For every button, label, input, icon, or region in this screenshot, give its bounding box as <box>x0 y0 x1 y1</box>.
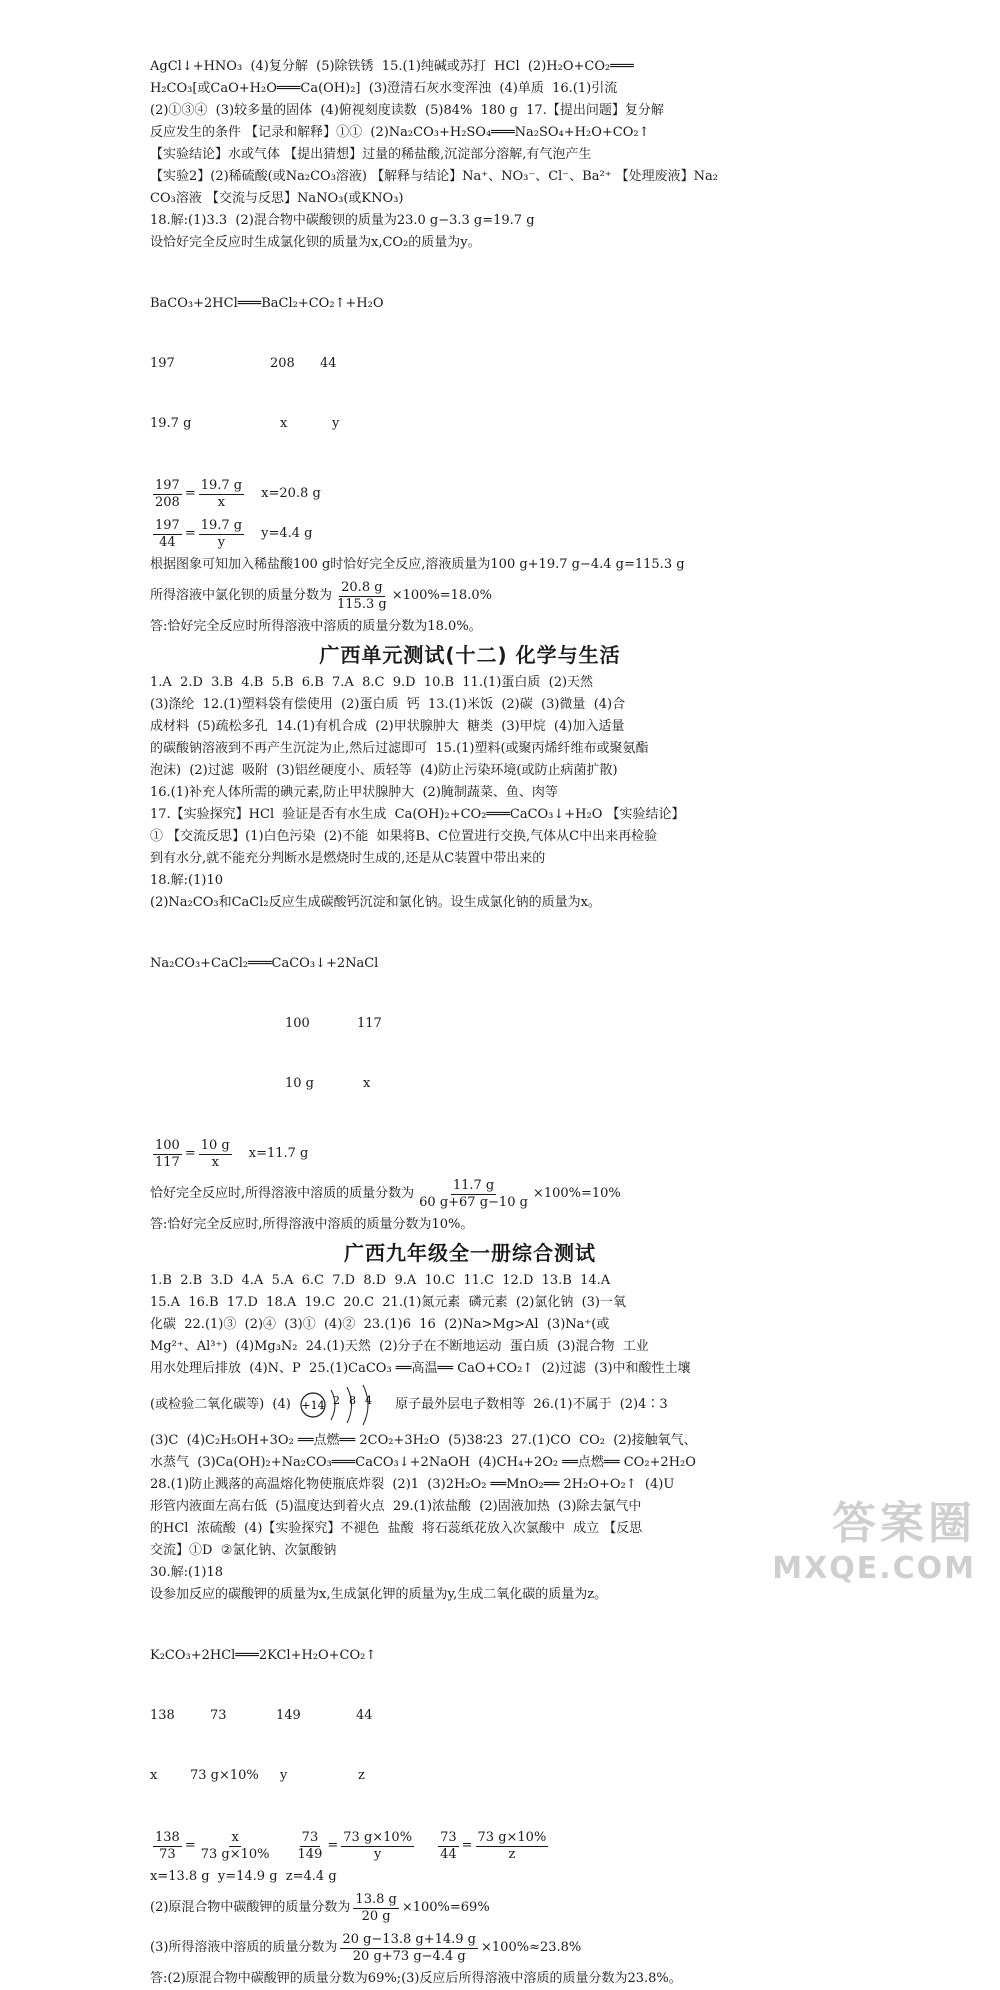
numerator: 73 g×10% <box>477 1829 547 1845</box>
numerator: 197 <box>155 517 180 533</box>
fraction-line <box>150 1888 790 1928</box>
denominator: 115.3 g <box>337 596 387 612</box>
text-line: 水蒸气 (3)Ca(OH)₂+Na₂CO₃═══CaCO₃↓+2NaOH (4)CH₄+2O₂ ══点燃══ CO₂+2H₂O <box>150 1455 696 1470</box>
denominator: 44 <box>440 1846 457 1862</box>
nucleus-label: +14 <box>301 1399 325 1412</box>
fraction <box>476 1830 549 1863</box>
numerator: 13.8 g <box>355 1891 397 1907</box>
text-line: 设恰好完全反应时生成氯化钡的质量为x,CO₂的质量为y。 <box>150 235 481 250</box>
numerator: 100 <box>155 1137 180 1153</box>
text-span: 所得溶液中氯化钡的质量分数为 <box>150 588 333 603</box>
calc-cell: 208 <box>270 356 295 371</box>
text-line: H₂CO₃[或CaO+H₂O═══Ca(OH)₂] (3)澄清石灰水变浑浊 (4)单质 16.(1)引流 <box>150 81 618 96</box>
numerator: 20 g−13.8 g+14.9 g <box>342 1931 477 1947</box>
calc-cell: 73 g×10% <box>190 1768 259 1783</box>
calc-cell: 100 <box>285 1016 310 1031</box>
calc-cell: y <box>332 416 340 431</box>
denominator: 73 <box>159 1846 176 1862</box>
text-line: Mg²⁺、Al³⁺) (4)Mg₃N₂ 24.(1)天然 (2)分子在不断地运动 蛋白质 (3)混合物 工业 <box>150 1339 649 1354</box>
text-line: 设参加反应的碳酸钾的质量为x,生成氯化钾的质量为y,生成二氧化碳的质量为z。 <box>150 1587 608 1602</box>
top-answers <box>150 56 790 210</box>
denominator: 73 g×10% <box>200 1846 270 1862</box>
fraction <box>153 1138 182 1171</box>
shell-electrons: 4 <box>364 1394 372 1407</box>
text-line: 的HCl 浓硫酸 (4)【实验探究】不褪色 盐酸 将石蕊纸花放入次氯酸中 成立 【反思 <box>150 1521 643 1536</box>
numerator: 73 <box>440 1829 457 1845</box>
text-line: 到有水分,就不能充分判断水是燃烧时生成的,还是从C装置中带出来的 <box>150 851 546 866</box>
denominator: 117 <box>155 1154 180 1170</box>
text-line: (3)涤纶 12.(1)塑料袋有偿使用 (2)蛋白质 钙 13.(1)米饭 (2)碳 (3)微量 (4)合 <box>150 697 626 712</box>
proportion-line: $\frac{197}{208}$ = $\frac{19.7 g}{x}$ x=20.8 g <box>150 474 790 514</box>
atom-line <box>150 1380 790 1430</box>
watermark-logo <box>772 1487 976 1586</box>
text-line: 的碳酸钠溶液到不再产生沉淀为止,然后过滤即可 15.(1)塑料(或聚丙烯纤维布或聚氨酯 <box>150 741 649 756</box>
text-line: 泡沫) (2)过滤 吸附 (3)铝丝硬度小、质轻等 (4)防止污染环境(或防止病菌扩散) <box>150 763 618 778</box>
proportion-line: $\frac{197}{44}$ = $\frac{19.7 g}{y}$ y=4.4 g <box>150 514 790 554</box>
denominator: 208 <box>155 494 180 510</box>
text-line: 答:恰好完全反应时,所得溶液中溶质的质量分数为10%。 <box>150 1217 474 1232</box>
section-title: 广西单元测试(十二) 化学与生活 <box>319 643 621 667</box>
calc-cell: x <box>280 416 288 431</box>
text-line: 1.B 2.B 3.D 4.A 5.A 6.C 7.D 8.D 9.A 10.C 11.C 12.D 13.B 14.A <box>150 1273 611 1288</box>
mass-row <box>150 414 790 434</box>
numerator: 19.7 g <box>200 477 243 493</box>
text-line: 【实验2】(2)稀硫酸(或Na₂CO₃溶液) 【解释与结论】Na⁺、NO₃⁻、Cl⁻、Ba²⁺ 【处理废液】Na₂ <box>150 169 719 184</box>
text-span: (2)原混合物中碳酸钾的质量分数为 <box>150 1900 351 1915</box>
text-line: 答:(2)原混合物中碳酸钾的质量分数为69%;(3)反应后所得溶液中溶质的质量分数为23.8%。 <box>150 1971 682 1986</box>
calc-cell: 44 <box>320 356 337 371</box>
text-line: 化碳 22.(1)③ (2)④ (3)① (4)② 23.(1)6 16 (2)Na>Mg>Al (3)Na⁺(或 <box>150 1317 610 1332</box>
text-line: x=13.8 g y=14.9 g z=4.4 g <box>150 1869 337 1884</box>
text-line: (3)C (4)C₂H₅OH+3O₂ ══点燃══ 2CO₂+3H₂O (5)38∶23 27.(1)CO CO₂ (2)接触氧气、 <box>150 1433 697 1448</box>
text-line: 【实验结论】水或气体 【提出猜想】过量的稀盐酸,沉淀部分溶解,有气泡产生 <box>150 147 592 162</box>
denominator: x <box>217 494 226 510</box>
result: y=4.4 g <box>261 526 313 541</box>
chem-equation: Na₂CO₃+CaCl₂═══CaCO₃↓+2NaCl <box>150 956 379 971</box>
fraction <box>341 1830 414 1863</box>
denominator: 60 g+67 g−10 g <box>419 1194 528 1210</box>
mass-row <box>150 1074 790 1094</box>
text-span: ×100%≈23.8% <box>481 1940 582 1955</box>
numerator: 19.7 g <box>200 517 243 533</box>
text-line: AgCl↓+HNO₃ (4)复分解 (5)除铁锈 15.(1)纯碱或苏打 HCl (2)H₂O+CO₂═══ <box>150 59 634 74</box>
text-line: 1.A 2.D 3.B 4.B 5.B 6.B 7.A 8.C 9.D 10.B 11.(1)蛋白质 (2)天然 <box>150 675 594 690</box>
equation-block <box>150 1606 790 1826</box>
mass-row <box>150 1766 790 1786</box>
numerator: 10 g <box>200 1137 230 1153</box>
spacer <box>150 1014 285 1034</box>
calc-cell: x <box>363 1076 371 1091</box>
text-line: 用水处理后排放 (4)N、P 25.(1)CaCO₃ ══高温══ CaO+CO₂↑ (2)过滤 (3)中和酸性土壤 <box>150 1361 691 1376</box>
fraction <box>153 478 182 511</box>
fraction <box>335 580 389 613</box>
denominator: 20 g <box>361 1908 391 1924</box>
fraction <box>296 1830 325 1863</box>
shell-electrons: 8 <box>348 1394 356 1407</box>
fraction <box>199 518 244 551</box>
sec12-q18-solution <box>150 870 790 1236</box>
result: x=11.7 g <box>248 1146 309 1161</box>
text-line: 反应发生的条件 【记录和解释】①① (2)Na₂CO₃+H₂SO₄═══Na₂SO₄+H₂O+CO₂↑ <box>150 125 650 140</box>
equation-block <box>150 914 790 1134</box>
text-line: CO₃溶液 【交流与反思】NaNO₃(或KNO₃) <box>150 191 404 206</box>
mass-row <box>150 1706 790 1726</box>
text-span: (3)所得溶液中溶质的质量分数为 <box>150 1940 338 1955</box>
numerator: x <box>231 1829 239 1845</box>
calc-cell: 197 <box>150 356 175 371</box>
fraction <box>199 1138 232 1171</box>
mass-row <box>150 1014 790 1034</box>
sec9-answers <box>150 1270 790 1562</box>
text-span: ×100%=69% <box>401 1900 490 1915</box>
numerator: 73 <box>301 1829 319 1845</box>
numerator: 20.8 g <box>341 579 383 595</box>
text-line: (2)Na₂CO₃和CaCl₂反应生成碳酸钙沉淀和氯化钠。设生成氯化钠的质量为x。 <box>150 895 601 910</box>
calc-cell: z <box>358 1768 365 1783</box>
text-line: ① 【交流反思】(1)白色污染 (2)不能 如果将B、C位置进行交换,气体从C中出来再检验 <box>150 829 658 844</box>
shell-electrons: 2 <box>332 1394 340 1407</box>
q30-solution <box>150 1562 790 1990</box>
numerator: 11.7 g <box>452 1177 495 1193</box>
fraction <box>353 1892 398 1925</box>
numerator: 197 <box>155 477 180 493</box>
mass-row <box>150 354 790 374</box>
denominator: y <box>373 1846 382 1862</box>
fraction <box>199 478 244 511</box>
proportion-line: $\frac{100}{117}$ = $\frac{10 g}{x}$ x=11.7 g <box>150 1134 790 1174</box>
atom-structure-diagram <box>297 1382 381 1428</box>
proportion-line: $\frac{138}{73}$ = $\frac{x}{73 g\times 10\%}$ $\frac{73}{149}$ = $\frac{73 g\times 10\%}{y}$ $\frac{73}{44}$ = $\frac{73 g\times 10\%}{z}$ <box>155 1829 547 1862</box>
equation-block <box>150 254 790 474</box>
section-title: 广西九年级全一册综合测试 <box>344 1241 596 1265</box>
fraction-line <box>150 576 790 616</box>
watermark-url: MXQE.COM <box>772 1551 976 1586</box>
denominator: 20 g+73 g−4.4 g <box>352 1948 466 1964</box>
calc-cell: 149 <box>276 1708 301 1723</box>
text-line: 15.A 16.B 17.D 18.A 19.C 20.C 21.(1)氮元素 磷元素 (2)氯化钠 (3)一氧 <box>150 1295 626 1310</box>
fraction <box>438 1830 459 1863</box>
calc-cell: 73 <box>210 1708 227 1723</box>
denominator: y <box>217 534 226 550</box>
text-line: 17.【实验探究】HCl 验证是否有水生成 Ca(OH)₂+CO₂═══CaCO₃↓+H₂O 【实验结论】 <box>150 807 685 822</box>
calc-cell: 44 <box>356 1708 373 1723</box>
text-line: 18.解:(1)10 <box>150 873 224 888</box>
chem-equation: K₂CO₃+2HCl═══2KCl+H₂O+CO₂↑ <box>150 1648 377 1663</box>
text-line: 30.解:(1)18 <box>150 1565 224 1580</box>
calc-cell: 138 <box>150 1708 175 1723</box>
text-line: 成材料 (5)疏松多孔 14.(1)有机合成 (2)甲状腺肿大 糖类 (3)甲烷 (4)加入适量 <box>150 719 625 734</box>
fraction-line <box>150 1174 790 1214</box>
text-span: ×100%=10% <box>532 1186 621 1201</box>
text-line: 28.(1)防止溅落的高温熔化物使瓶底炸裂 (2)1 (3)2H₂O₂ ══MnO₂══ 2H₂O+O₂↑ (4)U <box>150 1477 675 1492</box>
fraction <box>199 1830 272 1863</box>
watermark-text: 答案圈 <box>832 1498 976 1549</box>
text-span: 原子最外层电子数相等 26.(1)不属于 (2)4∶3 <box>386 1397 668 1412</box>
spacer <box>150 1074 285 1094</box>
fraction-line <box>150 1928 790 1968</box>
calc-cell: x <box>150 1768 158 1783</box>
calc-cell: y <box>280 1768 288 1783</box>
numerator: 138 <box>155 1829 180 1845</box>
calc-cell: 19.7 g <box>150 416 192 431</box>
fraction <box>153 1830 182 1863</box>
calc-cell: 117 <box>357 1016 382 1031</box>
denominator: z <box>508 1846 516 1862</box>
calc-cell: 10 g <box>285 1076 314 1091</box>
text-line: 根据图象可知加入稀盐酸100 g时恰好完全反应,溶液质量为100 g+19.7 g−4.4 g=115.3 g <box>150 557 685 572</box>
text-span: (或检验二氧化碳等) (4) <box>150 1397 291 1412</box>
denominator: 149 <box>297 1846 323 1862</box>
denominator: x <box>211 1154 219 1170</box>
result: x=20.8 g <box>261 486 321 501</box>
chem-equation: BaCO₃+2HCl═══BaCl₂+CO₂↑+H₂O <box>150 296 384 311</box>
text-line: 16.(1)补充人体所需的碘元素,防止甲状腺肿大 (2)腌制蔬菜、鱼、肉等 <box>150 785 558 800</box>
sec12-answers <box>150 672 790 870</box>
text-line: (2)①③④ (3)较多量的固体 (4)俯视刻度读数 (5)84% 180 g 17.【提出问题】复分解 <box>150 103 664 118</box>
q18-solution-top <box>150 210 790 638</box>
numerator: 73 g×10% <box>343 1829 413 1845</box>
fraction <box>340 1932 478 1965</box>
text-span: ×100%=18.0% <box>391 588 492 603</box>
fraction <box>153 518 182 551</box>
text-line: 交流】①D ②氯化钠、次氯酸钠 <box>150 1543 337 1558</box>
text-line: 答:恰好完全反应时所得溶液中溶质的质量分数为18.0%。 <box>150 619 482 634</box>
text-line: 形管内液面左高右低 (5)温度达到着火点 29.(1)浓盐酸 (2)固液加热 (3)除去氯气中 <box>150 1499 642 1514</box>
answer-page <box>150 56 790 1990</box>
text-line: 18.解:(1)3.3 (2)混合物中碳酸钡的质量为23.0 g−3.3 g=19.7 g <box>150 213 535 228</box>
denominator: 44 <box>159 534 176 550</box>
text-span: 恰好完全反应时,所得溶液中溶质的质量分数为 <box>150 1186 415 1201</box>
fraction <box>417 1178 530 1211</box>
